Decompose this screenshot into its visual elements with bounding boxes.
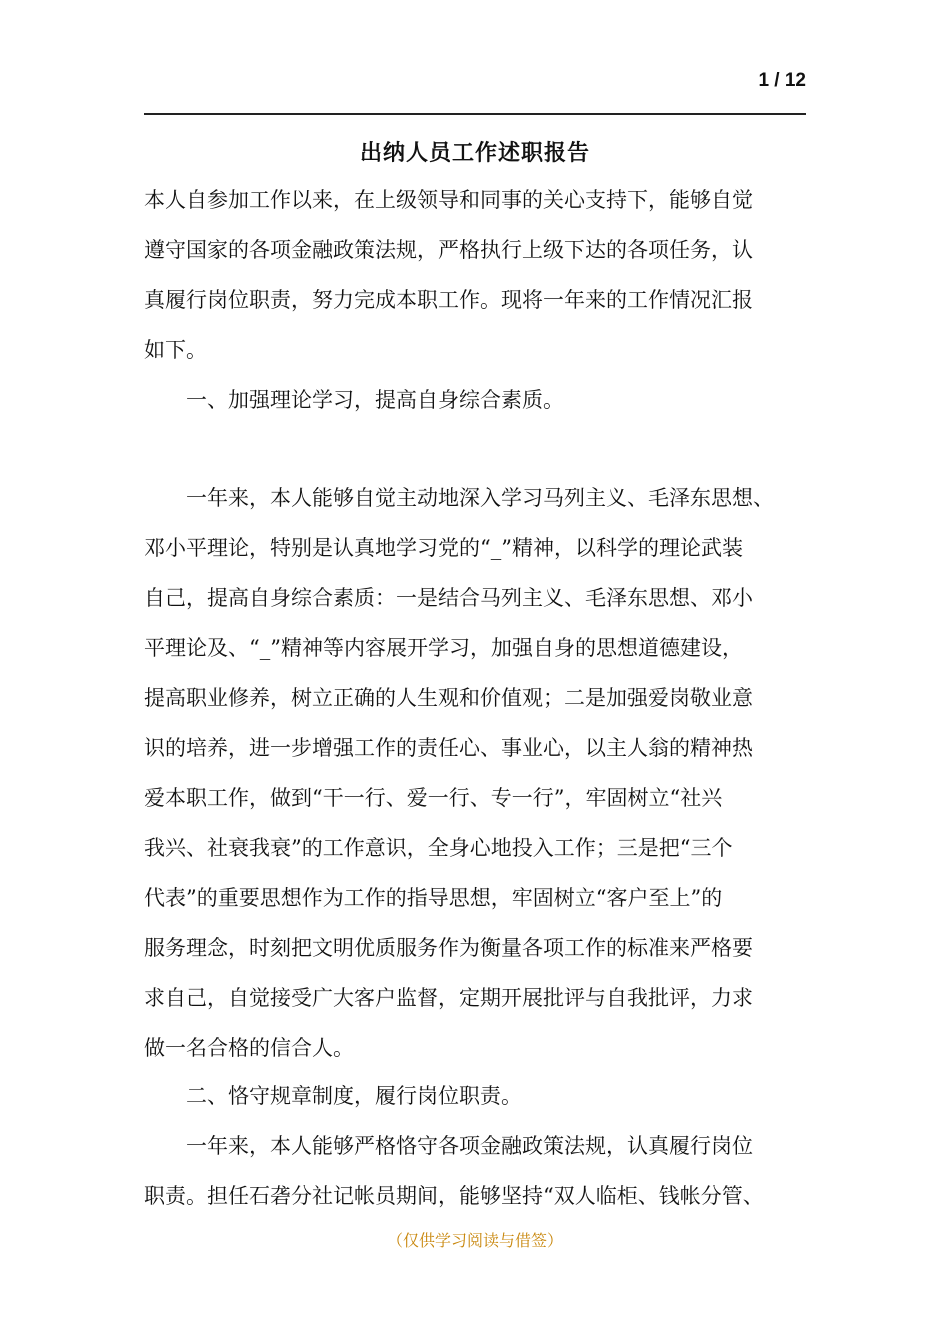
body-line: 本人自参加工作以来，在上级领导和同事的关心支持下，能够自觉	[144, 188, 753, 212]
body-line: 爱本职工作，做到“干一行、爱一行、专一行”，牢固树立“社兴	[144, 786, 723, 810]
body-line: 提高职业修养，树立正确的人生观和价值观；二是加强爱岗敬业意	[144, 686, 753, 710]
footer-note: （仅供学习阅读与借签）	[386, 1231, 563, 1250]
body-line: 识的培养，进一步增强工作的责任心、事业心，以主人翁的精神热	[144, 736, 753, 760]
body-line: 我兴、社衰我衰”的工作意识，全身心地投入工作；三是把“三个	[144, 836, 733, 860]
section-heading: 二、恪守规章制度，履行岗位职责。	[144, 1084, 522, 1108]
body-line: 求自己，自觉接受广大客户监督，定期开展批评与自我批评，力求	[144, 986, 753, 1010]
section-heading: 一、加强理论学习，提高自身综合素质。	[144, 388, 564, 412]
body-line: 邓小平理论，特别是认真地学习党的“_”精神，以科学的理论武装	[144, 536, 743, 560]
body-line: 一年来，本人能够严格恪守各项金融政策法规，认真履行岗位	[144, 1134, 753, 1158]
body-line: 遵守国家的各项金融政策法规，严格执行上级下达的各项任务，认	[144, 238, 753, 262]
body-line: 做一名合格的信合人。	[144, 1036, 354, 1060]
body-line: 平理论及、“_”精神等内容展开学习，加强自身的思想道德建设，	[144, 636, 743, 660]
body-line: 一年来，本人能够自觉主动地深入学习马列主义、毛泽东思想、	[144, 486, 774, 510]
body-line: 如下。	[144, 338, 207, 362]
body-line: 服务理念，时刻把文明优质服务作为衡量各项工作的标准来严格要	[144, 936, 753, 960]
header-rule	[144, 113, 806, 115]
body-line: 真履行岗位职责，努力完成本职工作。现将一年来的工作情况汇报	[144, 288, 753, 312]
body-line: 代表”的重要思想作为工作的指导思想，牢固树立“客户至上”的	[144, 886, 723, 910]
body-line: 职责。担任石砻分社记帐员期间，能够坚持“双人临柜、钱帐分管、	[144, 1184, 764, 1208]
body-line: 自己，提高自身综合素质：一是结合马列主义、毛泽东思想、邓小	[144, 586, 753, 610]
document-title: 出纳人员工作述职报告	[359, 140, 590, 166]
page-number: 1 / 12	[758, 70, 806, 91]
